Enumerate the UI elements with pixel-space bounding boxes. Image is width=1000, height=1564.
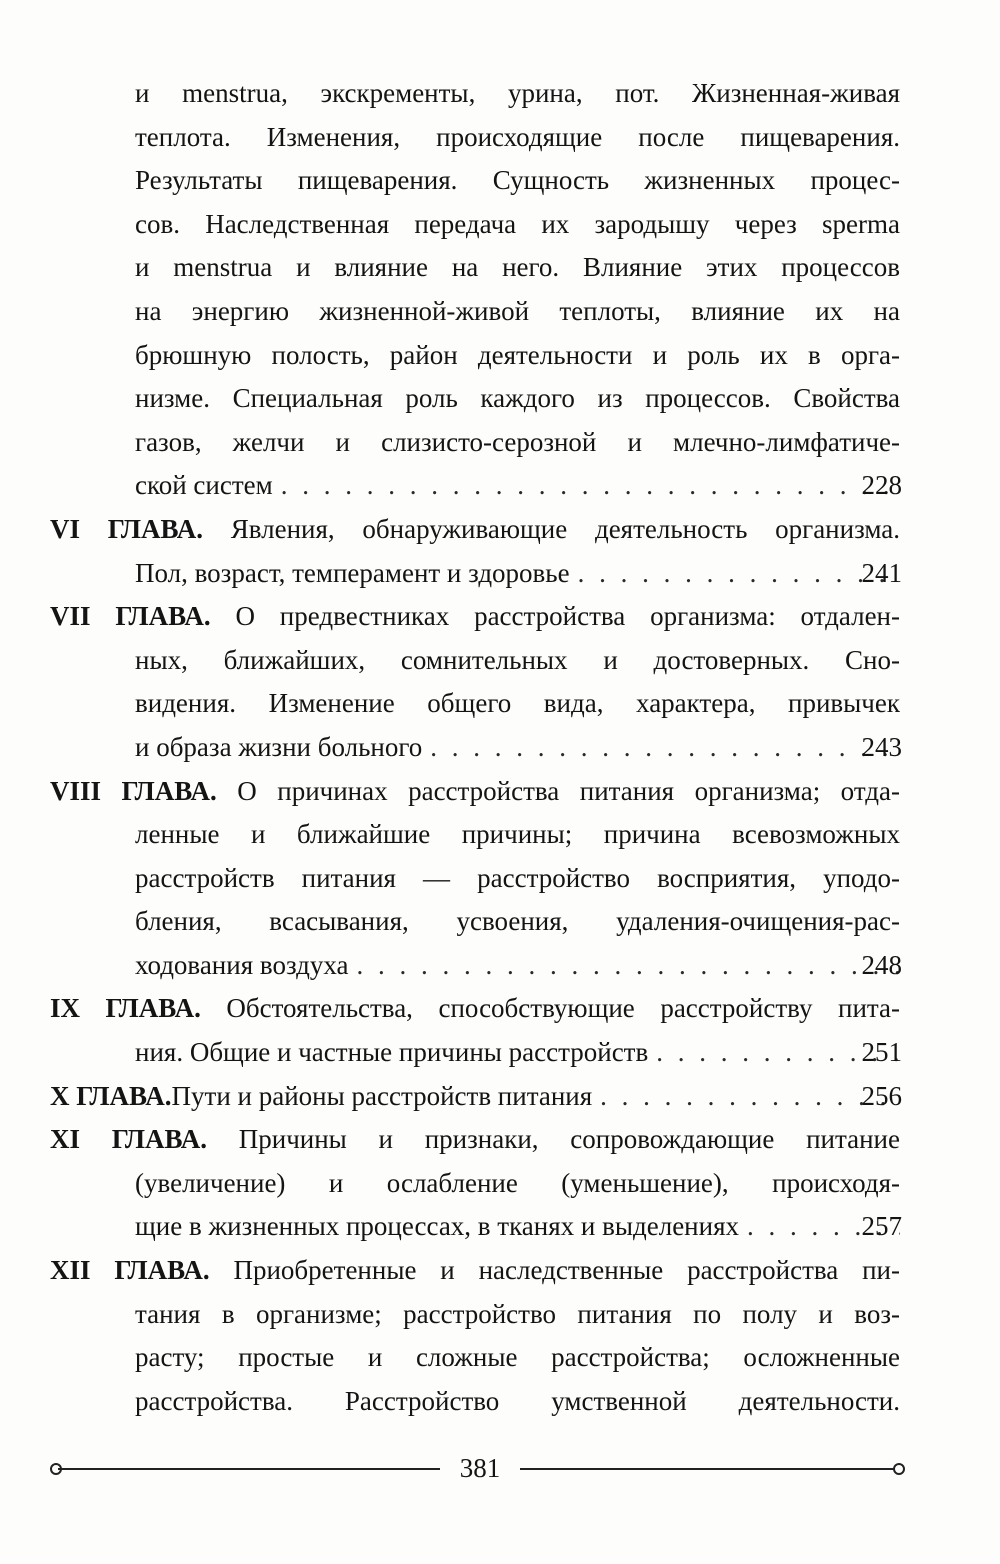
entry-text: О причинах расстройства питания организма; отда- xyxy=(237,775,900,806)
entry-text: на энергию жизненной-живой теплоты, влияние их на xyxy=(135,295,900,326)
entry-text: О предвестниках расстройства организма: отдален- xyxy=(235,601,900,632)
dot-leader xyxy=(348,944,900,988)
dot-leader xyxy=(422,726,900,770)
page-footer xyxy=(50,1448,905,1488)
toc-line xyxy=(0,1336,1000,1380)
chapter-label: VIII ГЛАВА. xyxy=(50,775,217,806)
entry-text: сов. Наследственная передача их зародышу через sperma xyxy=(135,208,900,239)
toc-line xyxy=(0,334,1000,378)
entry-text: расту; простые и сложные расстройства; осложненные xyxy=(135,1342,900,1373)
toc-line-text xyxy=(135,421,900,465)
toc-line-text xyxy=(135,159,900,203)
toc-line xyxy=(0,116,1000,160)
entry-text: газов, желчи и слизисто-серозной и млечно-лимфатиче- xyxy=(135,426,900,457)
chapter-label: VII ГЛАВА. xyxy=(50,601,211,632)
toc-line xyxy=(0,290,1000,334)
chapter-label: VI ГЛАВА. xyxy=(50,513,204,544)
entry-text: и menstrua, экскременты, урина, пот. Жизненная-живая xyxy=(135,78,900,108)
toc-page-number: 257 xyxy=(861,1211,902,1242)
chapter-label: X ГЛАВА. xyxy=(50,1080,172,1111)
toc-line-text xyxy=(135,116,900,160)
toc-page-number: 228 xyxy=(861,470,902,501)
toc-line-text xyxy=(135,900,900,944)
toc-page-number: 241 xyxy=(861,557,902,588)
toc-line-text xyxy=(135,1380,900,1424)
toc-line-text xyxy=(50,1075,900,1119)
toc-line-text xyxy=(135,290,900,334)
toc-chapter-line xyxy=(0,1118,1000,1162)
entry-text: теплота. Изменения, происходящие после пищеварения. xyxy=(135,121,900,152)
toc-line xyxy=(0,552,1000,596)
entry-text: расстройств питания — расстройство восприятия, уподо- xyxy=(135,862,900,893)
toc-line-text xyxy=(135,944,900,988)
footer-rule-left xyxy=(58,1468,440,1470)
toc-line-text xyxy=(50,595,900,639)
toc-chapter-line xyxy=(0,1075,1000,1119)
toc-line-text xyxy=(135,1293,900,1337)
toc-line-text xyxy=(135,639,900,683)
entry-text: Причины и признаки, сопровождающие питание xyxy=(238,1124,900,1155)
entry-text: видения. Изменение общего вида, характера, привычек xyxy=(135,688,900,719)
toc-line-text xyxy=(135,464,900,508)
toc-page-number: 243 xyxy=(861,731,902,762)
toc-line xyxy=(0,377,1000,421)
toc-line-text xyxy=(135,72,900,116)
toc-line xyxy=(0,1031,1000,1075)
toc-chapter-line xyxy=(0,1249,1000,1293)
toc-line xyxy=(0,203,1000,247)
entry-text: низме. Специальная роль каждого из процессов. Свойства xyxy=(135,383,900,414)
ornament-circle-icon xyxy=(893,1463,905,1475)
toc-line-text xyxy=(135,1205,900,1249)
entry-text: брюшную полость, район деятельности и роль их в орга- xyxy=(135,339,900,370)
entry-text: тания в организме; расстройство питания по полу и воз- xyxy=(135,1298,900,1329)
toc-line xyxy=(0,72,1000,116)
chapter-label: XII ГЛАВА. xyxy=(50,1255,210,1286)
toc-line-text xyxy=(50,1249,900,1293)
toc-line xyxy=(0,1162,1000,1206)
toc-line xyxy=(0,464,1000,508)
chapter-label: XI ГЛАВА. xyxy=(50,1124,208,1155)
dot-leader xyxy=(273,464,900,508)
entry-text: Пол, возраст, темперамент и здоровье xyxy=(135,557,570,588)
toc-line xyxy=(0,857,1000,901)
toc-line xyxy=(0,639,1000,683)
footer-rule-right xyxy=(520,1468,897,1470)
toc-line xyxy=(0,159,1000,203)
toc-chapter-line xyxy=(0,595,1000,639)
toc-line-text xyxy=(135,246,900,290)
toc-line-text xyxy=(135,203,900,247)
toc-line xyxy=(0,813,1000,857)
toc-line-text xyxy=(135,334,900,378)
toc-line-text xyxy=(135,813,900,857)
entry-text: ных, ближайших, сомнительных и достоверных. Сно- xyxy=(135,644,900,675)
entry-text: и menstrua и влияние на него. Влияние этих процессов xyxy=(135,252,900,283)
chapter-label: IX ГЛАВА. xyxy=(50,993,201,1024)
toc-line-text xyxy=(135,1162,900,1206)
toc-line-text xyxy=(50,1118,900,1162)
toc-line xyxy=(0,421,1000,465)
entry-text: Обстоятельства, способствующие расстройству пита- xyxy=(226,993,900,1024)
toc-line-text xyxy=(135,552,900,596)
toc-line xyxy=(0,1380,1000,1424)
entry-text: бления, всасывания, усвоения, удаления-очищения-рас- xyxy=(135,906,900,937)
entry-text: Результаты пищеварения. Сущность жизненных процес- xyxy=(135,165,900,196)
toc-line-text xyxy=(135,682,900,726)
entry-text: ленные и ближайшие причины; причина всевозможных xyxy=(135,819,900,850)
entry-text: и образа жизни больного xyxy=(135,731,423,762)
toc-line-text xyxy=(50,987,900,1031)
toc-line-text xyxy=(50,508,900,552)
toc-line xyxy=(0,900,1000,944)
toc-chapter-line xyxy=(0,508,1000,552)
entry-text: ской систем xyxy=(135,470,273,501)
entry-text: ния. Общие и частные причины расстройств xyxy=(135,1037,649,1068)
toc-line xyxy=(0,246,1000,290)
toc-line-text xyxy=(135,1336,900,1380)
toc-page-number: 248 xyxy=(861,949,902,980)
toc-line-text xyxy=(135,1031,900,1075)
entry-text: Явления, обнаруживающие деятельность организма. xyxy=(230,513,900,544)
entry-text: Приобретенные и наследственные расстройства пи- xyxy=(233,1255,900,1286)
entry-text: ходования воздуха xyxy=(135,949,349,980)
entry-text: (увеличение) и ослабление (уменьшение), происходя- xyxy=(135,1167,900,1198)
toc-line-text xyxy=(135,726,900,770)
toc-line-text xyxy=(135,857,900,901)
toc-page-number: 256 xyxy=(861,1080,902,1111)
toc-line xyxy=(0,944,1000,988)
toc-line-text xyxy=(50,770,900,814)
toc-chapter-line xyxy=(0,770,1000,814)
toc-line xyxy=(0,726,1000,770)
toc-line xyxy=(0,1205,1000,1249)
table-of-contents xyxy=(0,72,1000,1423)
toc-chapter-line xyxy=(0,987,1000,1031)
toc-line xyxy=(0,1293,1000,1337)
toc-line xyxy=(0,682,1000,726)
entry-text: расстройства. Расстройство умственной деятельности. xyxy=(135,1385,900,1416)
entry-text: Пути и районы расстройств питания xyxy=(171,1080,593,1111)
entry-text: щие в жизненных процессах, в тканях и выделениях xyxy=(135,1211,739,1242)
page-number: 381 xyxy=(459,1453,501,1483)
toc-line-text xyxy=(135,377,900,421)
toc-page-number: 251 xyxy=(861,1037,902,1068)
